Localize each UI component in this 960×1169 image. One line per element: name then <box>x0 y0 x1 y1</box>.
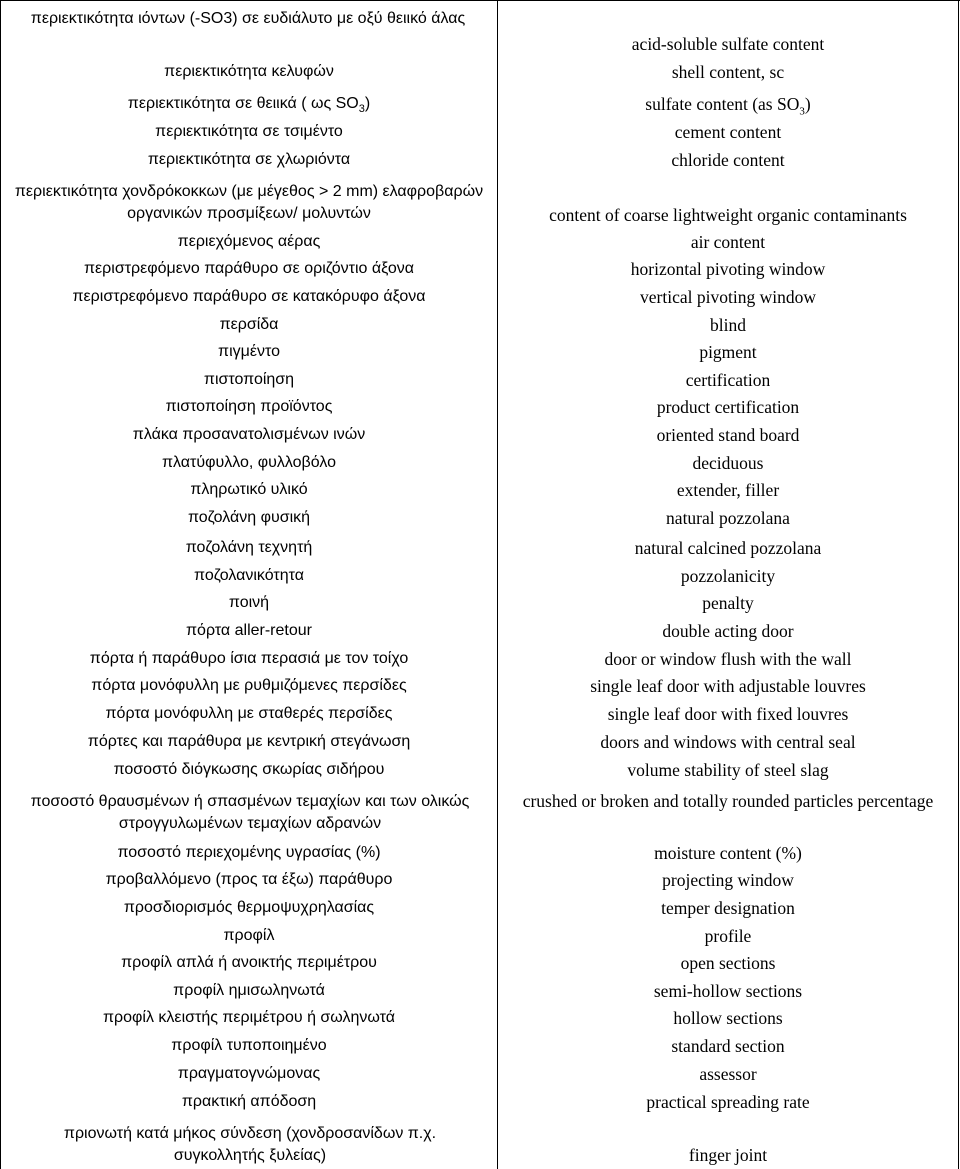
greek-term: προσδιορισμός θερμοψυχρηλασίας <box>123 899 375 916</box>
greek-term: πόρτα μονόφυλλη με σταθερές περσίδες <box>105 705 393 722</box>
english-term: air content <box>690 232 766 252</box>
english-term: penalty <box>702 593 754 613</box>
english-term: natural calcined pozzolana <box>634 538 822 558</box>
greek-term: πλατύφυλλο, φυλλοβόλο <box>161 454 337 471</box>
greek-term: περσίδα <box>219 316 279 333</box>
english-term: volume stability of steel slag <box>627 760 829 780</box>
greek-term: προφίλ ημισωληνωτά <box>173 982 325 999</box>
greek-term: πριονωτή κατά μήκος σύνδεση (χονδροσανίδων π.χ. συγκολλητής ξυλείας) <box>63 1125 437 1164</box>
english-term: certification <box>685 370 771 390</box>
english-term: door or window flush with the wall <box>604 649 852 669</box>
english-term: crushed or broken and totally rounded particles percentage <box>522 791 934 811</box>
greek-term: πρακτική απόδοση <box>181 1093 317 1110</box>
english-term: profile <box>704 926 752 946</box>
english-term: extender, filler <box>676 480 780 500</box>
english-term: single leaf door with adjustable louvres <box>590 676 866 696</box>
english-term: blind <box>710 315 746 335</box>
greek-term: πόρτα μονόφυλλη με ρυθμιζόμενες περσίδες <box>91 677 407 694</box>
greek-term: περιεκτικότητα σε τσιμέντο <box>155 123 343 140</box>
greek-term: προφίλ απλά ή ανοικτής περιμέτρου <box>121 954 377 971</box>
left-border <box>0 0 1 1169</box>
english-term: content of coarse lightweight organic contaminants <box>549 205 907 225</box>
greek-term: περιεχόμενος αέρας <box>177 233 321 250</box>
greek-term: προφίλ κλειστής περιμέτρου ή σωληνωτά <box>103 1009 395 1026</box>
english-term: open sections <box>680 953 776 973</box>
english-term: cement content <box>674 122 782 142</box>
english-term: assessor <box>699 1064 757 1084</box>
greek-term: πιγμέντο <box>218 343 280 360</box>
greek-term: περιεκτικότητα σε χλωριόντα <box>147 151 351 168</box>
english-term: pozzolanicity <box>680 566 776 586</box>
greek-term: πιστοποίηση προϊόντος <box>165 398 333 415</box>
greek-term: ποζολανικότητα <box>194 567 304 584</box>
english-term: double acting door <box>662 621 794 641</box>
english-term: sulfate content (as $SO_3$) <box>645 94 811 118</box>
greek-term: περιεκτικότητα σε θειικά ( ως $SO_3$) <box>127 95 371 116</box>
english-term: shell content, sc <box>671 62 785 82</box>
greek-term: προφίλ <box>223 927 275 944</box>
greek-term: ποσοστό διόγκωσης σκωρίας σιδήρου <box>113 761 385 778</box>
greek-term: πόρτα aller-retour <box>186 622 312 639</box>
greek-term: περιστρεφόμενο παράθυρο σε οριζόντιο άξονα <box>84 260 414 277</box>
greek-term: ποινή <box>228 594 270 611</box>
english-term: single leaf door with fixed louvres <box>607 704 849 724</box>
english-term: product certification <box>656 397 800 417</box>
english-term: semi-hollow sections <box>653 981 803 1001</box>
english-term: horizontal pivoting window <box>630 259 826 279</box>
greek-term: ποζολάνη φυσική <box>187 509 311 526</box>
english-term: practical spreading rate <box>646 1092 810 1112</box>
english-term: vertical pivoting window <box>640 287 816 307</box>
english-term: standard section <box>671 1036 785 1056</box>
greek-term: ποσοστό περιεχομένης υγρασίας (%) <box>117 844 381 861</box>
greek-term: πλάκα προσανατολισμένων ινών <box>132 426 366 443</box>
english-term: oriented stand board <box>656 425 800 445</box>
greek-term: ποσοστό θραυσμένων ή σπασμένων τεμαχίων και των ολικώς στρογγυλωμένων τεμαχίων αδρανών <box>30 793 470 832</box>
greek-term: περιστρεφόμενο παράθυρο σε κατακόρυφο άξονα <box>72 288 426 305</box>
greek-term: προφίλ τυποποιημένο <box>171 1037 327 1054</box>
right-border <box>958 0 959 1169</box>
english-term: doors and windows with central seal <box>600 732 856 752</box>
greek-term: πόρτα ή παράθυρο ίσια περασιά με τον τοίχο <box>89 650 409 667</box>
english-term: deciduous <box>692 453 764 473</box>
english-term: finger joint <box>688 1145 768 1165</box>
english-term: acid-soluble sulfate content <box>631 34 825 54</box>
english-term: natural pozzolana <box>666 508 790 528</box>
greek-term: πληρωτικό υλικό <box>190 481 308 498</box>
english-term: temper designation <box>661 898 795 918</box>
greek-term: περιεκτικότητα χονδρόκοκκων (με μέγεθος > 2 mm) ελαφροβαρών οργανικών προσμίξεων/ μολυντών <box>14 183 484 222</box>
english-term: moisture content (%) <box>654 843 802 863</box>
english-term: pigment <box>699 342 757 362</box>
greek-term: περιεκτικότητα κελυφών <box>164 63 334 80</box>
top-border <box>0 0 960 1</box>
greek-term: πραγματογνώμονας <box>177 1065 321 1082</box>
english-term: hollow sections <box>673 1008 783 1028</box>
greek-term: περιεκτικότητα ιόντων (-SO3) σε ευδιάλυτο με οξύ θειικό άλας <box>30 10 466 27</box>
greek-term: πόρτες και παράθυρα με κεντρική στεγάνωση <box>87 733 411 750</box>
greek-term: πιστοποίηση <box>203 371 295 388</box>
greek-term: ποζολάνη τεχνητή <box>185 539 313 556</box>
greek-term: προβαλλόμενο (προς τα έξω) παράθυρο <box>105 871 393 888</box>
english-term: projecting window <box>662 870 794 890</box>
english-term: chloride content <box>671 150 785 170</box>
